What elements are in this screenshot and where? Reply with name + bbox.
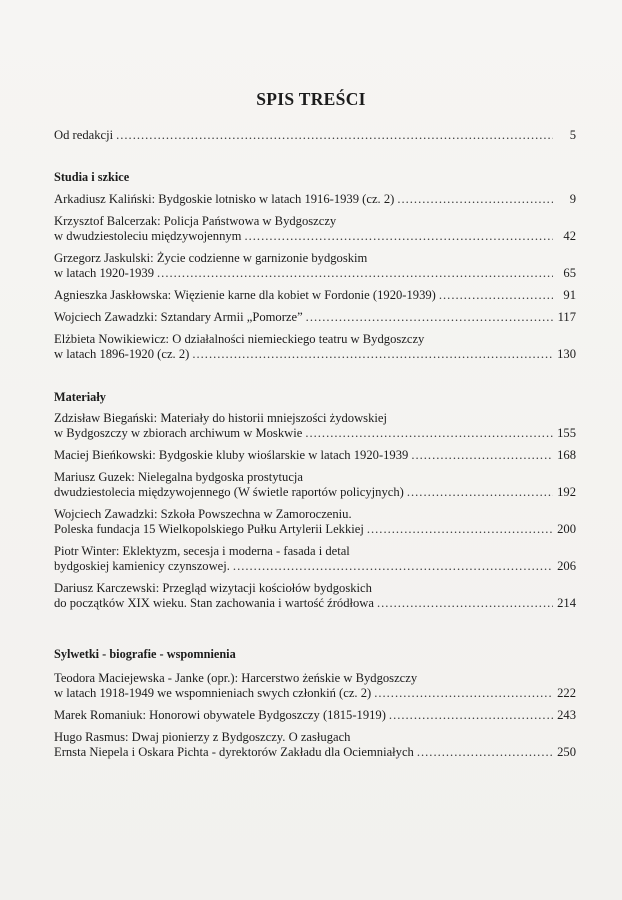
toc-entry-text: w Bydgoszczy w zbiorach archiwum w Moskwie: [54, 426, 303, 440]
section-heading: Materiały: [54, 390, 106, 404]
leader-dots: [157, 266, 553, 281]
toc-entry-text: Ernsta Niepela i Oskara Pichta - dyrektorów Zakładu dla Ociemniałych: [54, 745, 414, 759]
toc-entry: [54, 332, 576, 362]
leader-dots: [377, 596, 553, 611]
toc-entry-text: Grzegorz Jaskulski: Życie codzienne w garnizonie bydgoskim: [54, 251, 368, 265]
toc-entry-text: Elżbieta Nowikiewicz: O działalności niemieckiego teatru w Bydgoszczy: [54, 332, 425, 346]
toc-entry: [54, 671, 576, 701]
toc-entry-text: w latach 1920-1939: [54, 266, 155, 280]
toc-page-number: 214: [557, 596, 576, 610]
toc-entry-text: Piotr Winter: Eklektyzm, secesja i moderna - fasada i detal: [54, 544, 350, 558]
toc-entry-text: w latach 1896-1920 (cz. 2): [54, 347, 190, 361]
toc-entry-text: Poleska fundacja 15 Wielkopolskiego Pułku Artylerii Lekkiej: [54, 522, 364, 536]
section-heading: Sylwetki - biografie - wspomnienia: [54, 647, 236, 661]
toc-page-number: 222: [557, 686, 576, 700]
leader-dots: [411, 448, 553, 463]
toc-entry: [54, 411, 576, 441]
toc-entry: [54, 730, 576, 760]
toc-entry-intro: [54, 128, 576, 143]
leader-dots: [244, 229, 553, 244]
toc-entry-text: do początków XIX wieku. Stan zachowania i wartość źródłowa: [54, 596, 374, 610]
leader-dots: [407, 485, 553, 500]
toc-page-number: 206: [557, 559, 576, 573]
toc-entry: [54, 708, 576, 723]
toc-entry: [54, 251, 576, 281]
leader-dots: [305, 426, 553, 441]
toc-entry-text: Wojciech Zawadzki: Szkoła Powszechna w Zamoroczeniu.: [54, 507, 352, 521]
toc-page-number: 243: [557, 708, 576, 722]
leader-dots: [367, 522, 553, 537]
toc-page-number: 65: [563, 266, 576, 280]
toc-page-number: 5: [569, 128, 576, 142]
toc-entry: [54, 448, 576, 463]
leader-dots: [233, 559, 553, 574]
leader-dots: [306, 310, 553, 325]
toc-page-number: 155: [557, 426, 576, 440]
toc-entry-text: Arkadiusz Kaliński: Bydgoskie lotnisko w latach 1916-1939 (cz. 2): [54, 192, 395, 206]
toc-entry-text: Teodora Maciejewska - Janke (opr.): Harcerstwo żeńskie w Bydgoszczy: [54, 671, 418, 685]
toc-entry-text: Od redakcji: [54, 128, 114, 142]
toc-page-number: 91: [563, 288, 576, 302]
toc-entry: [54, 192, 576, 207]
toc-entry-text: Mariusz Guzek: Nielegalna bydgoska prostytucja: [54, 470, 304, 484]
toc-entry: [54, 470, 576, 500]
toc-line: [54, 128, 576, 143]
page-title: SPIS TREŚCI: [256, 89, 366, 109]
section-heading: Studia i szkice: [54, 170, 130, 184]
toc-page-number: 130: [557, 347, 576, 361]
toc-entry-text: bydgoskiej kamienicy czynszowej.: [54, 559, 230, 573]
toc-entry-text: Maciej Bieńkowski: Bydgoskie kluby wioślarskie w latach 1920-1939: [54, 448, 409, 462]
toc-entry-text: Agnieszka Jaskłowska: Więzienie karne dla kobiet w Fordonie (1920-1939): [54, 288, 436, 302]
toc-entry: [54, 310, 576, 325]
toc-entry-text: dwudziestolecia międzywojennego (W świetle raportów policyjnych): [54, 485, 404, 499]
toc-entry-text: w dwudziestoleciu międzywojennym: [54, 229, 242, 243]
toc-entry: [54, 214, 576, 244]
toc-entry-text: Krzysztof Balcerzak: Policja Państwowa w Bydgoszczy: [54, 214, 337, 228]
toc-page-number: 168: [557, 448, 576, 462]
leader-dots: [116, 128, 553, 143]
leader-dots: [374, 686, 553, 701]
toc-page-number: 117: [557, 310, 576, 324]
toc-entry-text: Hugo Rasmus: Dwaj pionierzy z Bydgoszczy. O zasługach: [54, 730, 351, 744]
leader-dots: [397, 192, 553, 207]
toc-entry-text: Marek Romaniuk: Honorowi obywatele Bydgoszczy (1815-1919): [54, 708, 386, 722]
toc-entry-text: Zdzisław Biegański: Materiały do historii mniejszości żydowskiej: [54, 411, 387, 425]
leader-dots: [192, 347, 553, 362]
toc-entry-text: Wojciech Zawadzki: Sztandary Armii „Pomorze”: [54, 310, 303, 324]
toc-page-number: 250: [557, 745, 576, 759]
toc-page-number: 200: [557, 522, 576, 536]
toc-entry: [54, 507, 576, 537]
leader-dots: [417, 745, 553, 760]
toc-page-number: 42: [563, 229, 576, 243]
leader-dots: [439, 288, 553, 303]
toc-entry: [54, 581, 576, 611]
toc-page-number: 192: [557, 485, 576, 499]
toc-entry: [54, 288, 576, 303]
leader-dots: [389, 708, 553, 723]
toc-entry-text: w latach 1918-1949 we wspomnieniach swych członkiń (cz. 2): [54, 686, 372, 700]
toc-entry-text: Dariusz Karczewski: Przegląd wizytacji kościołów bydgoskich: [54, 581, 372, 595]
toc-content: [54, 128, 576, 760]
toc-page-number: 9: [569, 192, 576, 206]
toc-entry: [54, 544, 576, 574]
